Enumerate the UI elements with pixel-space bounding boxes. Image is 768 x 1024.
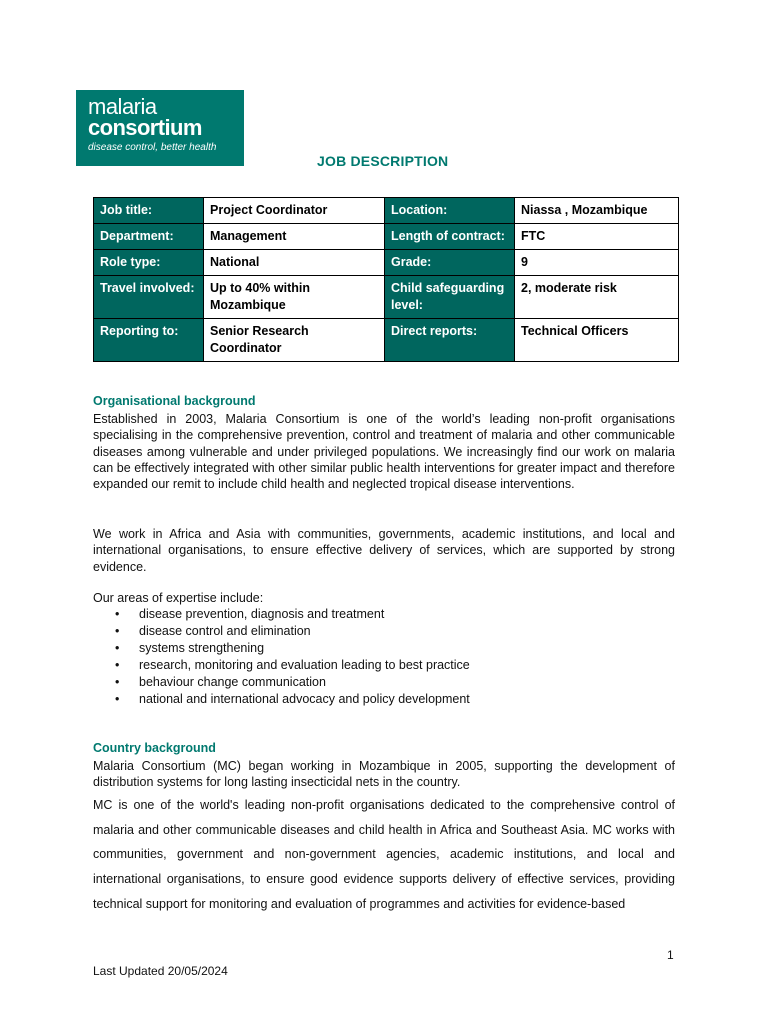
page-title: JOB DESCRIPTION — [317, 153, 449, 169]
table-row — [94, 250, 679, 276]
bullet-icon: • — [115, 607, 120, 621]
table-row — [94, 224, 679, 250]
bullet-icon: • — [115, 675, 120, 689]
list-item-text: national and international advocacy and policy development — [139, 692, 470, 706]
list-item — [93, 640, 470, 657]
list-item-text: behaviour change communication — [139, 675, 326, 689]
table-row — [94, 198, 679, 224]
country-background-paragraph-1: Malaria Consortium (MC) began working in Mozambique in 2005, supporting the development of distribution systems for long lasting insecticidal nets in the country. — [93, 759, 675, 790]
logo-line-2: consortium — [88, 115, 202, 140]
page-number: 1 — [667, 948, 674, 962]
job-info-table — [93, 197, 679, 362]
logo-tagline: disease control, better health — [88, 142, 217, 153]
travel-label: Travel involved: — [94, 276, 204, 319]
list-item — [93, 674, 470, 691]
org-background-paragraph-1: Established in 2003, Malaria Consortium is one of the world’s leading non-profit organisations specialising in the comprehensive prevention, control and treatment of malaria and other communicable diseases among vulnerable and under privileged populations. We increasingly find our work on malaria can be effectively integrated with other similar public health interventions for greater impact and therefore expanded our remit to include child health and neglected tropical disease interventions. — [93, 412, 675, 492]
list-item — [93, 691, 470, 708]
direct-reports-label: Direct reports: — [385, 319, 515, 362]
safeguarding-label: Child safeguarding level: — [385, 276, 515, 319]
grade-value: 9 — [515, 250, 679, 276]
bullet-icon: • — [115, 658, 120, 672]
org-background-paragraph-2: We work in Africa and Asia with communities, governments, academic institutions, and local and international organisations, to ensure effective delivery of services, which are supported by strong evidence. — [93, 527, 675, 574]
reporting-to-value: Senior Research Coordinator — [204, 319, 385, 362]
list-item-text: disease control and elimination — [139, 624, 311, 638]
list-item — [93, 623, 470, 640]
location-label: Location: — [385, 198, 515, 224]
last-updated-footer: Last Updated 20/05/2024 — [93, 964, 228, 978]
bullet-icon: • — [115, 624, 120, 638]
list-item-text: systems strengthening — [139, 641, 265, 655]
role-type-label: Role type: — [94, 250, 204, 276]
expertise-list — [93, 606, 470, 708]
table-row — [94, 319, 679, 362]
contract-length-label: Length of contract: — [385, 224, 515, 250]
location-value: Niassa , Mozambique — [515, 198, 679, 224]
job-title-value: Project Coordinator — [204, 198, 385, 224]
department-label: Department: — [94, 224, 204, 250]
org-background-heading: Organisational background — [93, 394, 256, 408]
contract-length-value: FTC — [515, 224, 679, 250]
country-background-heading: Country background — [93, 741, 216, 755]
bullet-icon: • — [115, 692, 120, 706]
reporting-to-label: Reporting to: — [94, 319, 204, 362]
travel-value: Up to 40% within Mozambique — [204, 276, 385, 319]
areas-intro: Our areas of expertise include: — [93, 591, 264, 605]
bullet-icon: • — [115, 641, 120, 655]
grade-label: Grade: — [385, 250, 515, 276]
list-item-text: research, monitoring and evaluation leading to best practice — [139, 658, 470, 672]
job-title-label: Job title: — [94, 198, 204, 224]
table-row — [94, 276, 679, 319]
list-item-text: disease prevention, diagnosis and treatment — [139, 607, 385, 621]
list-item — [93, 606, 470, 623]
safeguarding-value: 2, moderate risk — [515, 276, 679, 319]
list-item — [93, 657, 470, 674]
logo-line-1: malaria — [88, 94, 157, 119]
department-value: Management — [204, 224, 385, 250]
malaria-consortium-logo — [76, 90, 244, 166]
country-background-paragraph-2: MC is one of the world's leading non-profit organisations dedicated to the comprehensive control of malaria and other communicable diseases and child health in Africa and Southeast Asia. MC works with communities, government and non-government agencies, academic institutions, and local and international organisations, to ensure good evidence supports delivery of effective services, providing technical support for monitoring and evaluation of programmes and activities for evidence-based — [93, 798, 675, 911]
role-type-value: National — [204, 250, 385, 276]
direct-reports-value: Technical Officers — [515, 319, 679, 362]
